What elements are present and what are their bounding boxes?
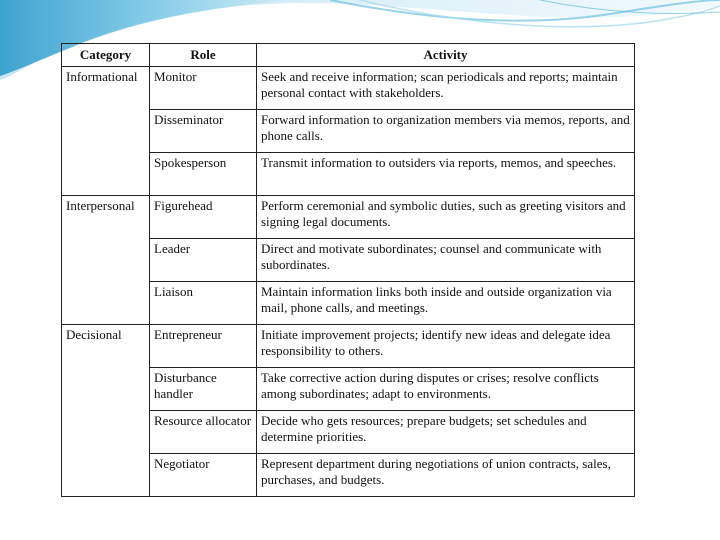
category-cell bbox=[62, 454, 150, 497]
category-cell bbox=[62, 153, 150, 196]
activity-cell: Decide who gets resources; prepare budgets; set schedules and determine priorities. bbox=[257, 411, 635, 454]
role-cell: Liaison bbox=[150, 282, 257, 325]
role-cell: Figurehead bbox=[150, 196, 257, 239]
activity-cell: Direct and motivate subordinates; counsel and communicate with subordinates. bbox=[257, 239, 635, 282]
activity-cell: Represent department during negotiations of union contracts, sales, purchases, and budgets. bbox=[257, 454, 635, 497]
category-cell bbox=[62, 239, 150, 282]
table-header-row bbox=[62, 44, 635, 67]
table-row bbox=[62, 153, 635, 196]
table-row bbox=[62, 196, 635, 239]
category-cell: Decisional bbox=[62, 325, 150, 368]
category-cell bbox=[62, 110, 150, 153]
table-row bbox=[62, 454, 635, 497]
activity-cell: Perform ceremonial and symbolic duties, such as greeting visitors and signing legal documents. bbox=[257, 196, 635, 239]
header-role: Role bbox=[150, 44, 257, 67]
header-category: Category bbox=[62, 44, 150, 67]
activity-cell: Take corrective action during disputes or crises; resolve conflicts among subordinates; adapt to environments. bbox=[257, 368, 635, 411]
role-cell: Leader bbox=[150, 239, 257, 282]
table-row bbox=[62, 368, 635, 411]
table-row bbox=[62, 411, 635, 454]
role-cell: Resource allocator bbox=[150, 411, 257, 454]
table-row bbox=[62, 67, 635, 110]
category-cell: Interpersonal bbox=[62, 196, 150, 239]
manager-roles-table-container bbox=[61, 43, 634, 497]
role-cell: Monitor bbox=[150, 67, 257, 110]
role-cell: Disturbance handler bbox=[150, 368, 257, 411]
category-cell: Informational bbox=[62, 67, 150, 110]
role-cell: Spokesperson bbox=[150, 153, 257, 196]
activity-cell: Maintain information links both inside and outside organization via mail, phone calls, and meetings. bbox=[257, 282, 635, 325]
role-cell: Disseminator bbox=[150, 110, 257, 153]
activity-cell: Seek and receive information; scan periodicals and reports; maintain personal contact with stakeholders. bbox=[257, 67, 635, 110]
activity-cell: Initiate improvement projects; identify new ideas and delegate idea responsibility to others. bbox=[257, 325, 635, 368]
table-row bbox=[62, 325, 635, 368]
role-cell: Negotiator bbox=[150, 454, 257, 497]
role-cell: Entrepreneur bbox=[150, 325, 257, 368]
category-cell bbox=[62, 411, 150, 454]
category-cell bbox=[62, 368, 150, 411]
header-activity: Activity bbox=[257, 44, 635, 67]
table-row bbox=[62, 282, 635, 325]
activity-cell: Transmit information to outsiders via reports, memos, and speeches. bbox=[257, 153, 635, 196]
table-row bbox=[62, 239, 635, 282]
category-cell bbox=[62, 282, 150, 325]
activity-cell: Forward information to organization members via memos, reports, and phone calls. bbox=[257, 110, 635, 153]
manager-roles-table bbox=[61, 43, 635, 497]
table-row bbox=[62, 110, 635, 153]
